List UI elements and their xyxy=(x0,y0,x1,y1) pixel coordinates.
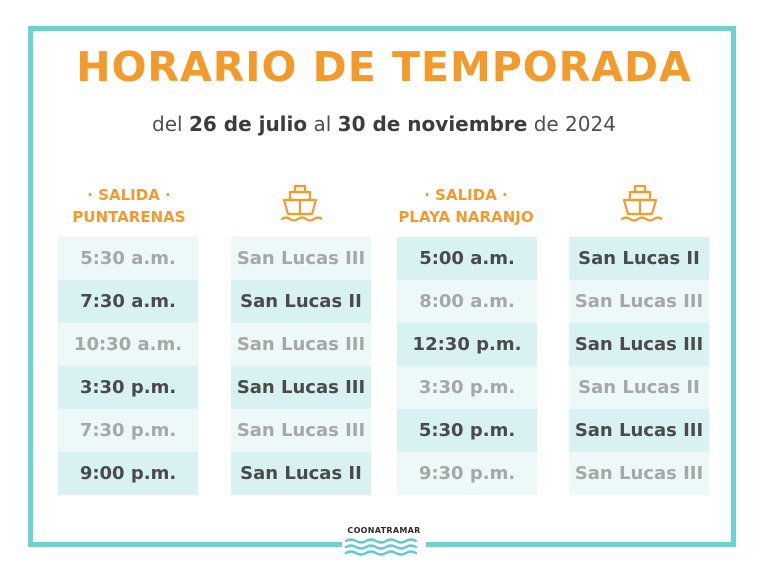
header-puntarenas-line1: · SALIDA · xyxy=(87,186,171,204)
puntarenas-times-column xyxy=(58,237,198,495)
ship-icon xyxy=(618,182,662,226)
header-puntarenas-line2: PUNTARENAS xyxy=(72,208,186,226)
vessel-cell: San Lucas II xyxy=(569,366,709,409)
subtitle-end-date: 30 de noviembre xyxy=(337,112,528,136)
logo-text: COONATRAMAR xyxy=(347,526,421,535)
header-naranjo-line1: · SALIDA · xyxy=(424,186,508,204)
naranjo-vessels-column xyxy=(569,237,709,495)
subtitle-text-2: al xyxy=(307,112,338,136)
time-cell: 8:00 a.m. xyxy=(397,280,537,323)
subtitle-start-date: 26 de julio xyxy=(188,112,308,136)
time-cell: 3:30 p.m. xyxy=(58,366,198,409)
subtitle-text-3: de 2024 xyxy=(527,112,616,136)
vessel-cell: San Lucas III xyxy=(231,409,371,452)
vessel-cell: San Lucas III xyxy=(231,366,371,409)
puntarenas-vessels-column xyxy=(231,237,371,495)
time-cell: 9:00 p.m. xyxy=(58,452,198,495)
vessel-cell: San Lucas II xyxy=(231,280,371,323)
page-title: HORARIO DE TEMPORADA xyxy=(76,43,692,91)
time-cell: 12:30 p.m. xyxy=(397,323,537,366)
vessel-cell: San Lucas III xyxy=(569,323,709,366)
coonatramar-logo xyxy=(342,524,426,558)
vessel-cell: San Lucas III xyxy=(569,409,709,452)
ship-icon xyxy=(278,182,322,226)
vessel-cell: San Lucas II xyxy=(569,237,709,280)
naranjo-times-column xyxy=(397,237,537,495)
time-cell: 5:30 p.m. xyxy=(397,409,537,452)
time-cell: 9:30 p.m. xyxy=(397,452,537,495)
header-salida-puntarenas xyxy=(58,184,200,228)
time-cell: 10:30 a.m. xyxy=(58,323,198,366)
vessel-cell: San Lucas III xyxy=(569,452,709,495)
time-cell: 3:30 p.m. xyxy=(397,366,537,409)
time-cell: 5:30 a.m. xyxy=(58,237,198,280)
header-naranjo-line2: PLAYA NARANJO xyxy=(398,208,534,226)
time-cell: 5:00 a.m. xyxy=(397,237,537,280)
vessel-cell: San Lucas III xyxy=(231,323,371,366)
header-salida-playa-naranjo xyxy=(386,184,546,228)
vessel-cell: San Lucas III xyxy=(569,280,709,323)
vessel-cell: San Lucas II xyxy=(231,452,371,495)
subtitle-text-1: del xyxy=(152,112,189,136)
vessel-cell: San Lucas III xyxy=(231,237,371,280)
date-range xyxy=(0,112,768,136)
waves-icon xyxy=(342,536,426,556)
time-cell: 7:30 a.m. xyxy=(58,280,198,323)
time-cell: 7:30 p.m. xyxy=(58,409,198,452)
